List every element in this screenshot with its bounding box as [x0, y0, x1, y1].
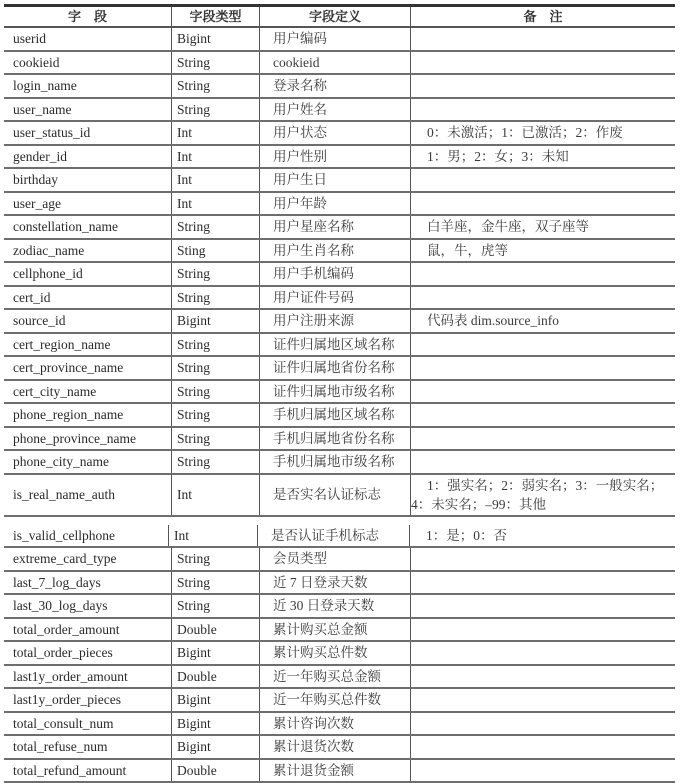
- table-body: [4, 28, 675, 783]
- cell-definition: 手机归属地市级名称: [259, 451, 410, 473]
- table-row: [4, 240, 675, 264]
- cell-type: Int: [171, 169, 259, 191]
- cell-definition: 用户生肖名称: [259, 240, 410, 262]
- cell-field: cellphone_id: [4, 263, 171, 285]
- cell-definition: 近一年购买总金额: [259, 666, 410, 688]
- table-row: [4, 689, 675, 713]
- cell-note: [410, 99, 675, 121]
- cell-field: cert_region_name: [4, 334, 171, 356]
- table-row: [4, 642, 675, 666]
- cell-type: String: [171, 451, 259, 473]
- cell-field: total_order_amount: [4, 619, 171, 641]
- cell-note: [410, 572, 675, 594]
- table-row: [4, 287, 675, 311]
- cell-definition: 是否认证手机标志: [257, 525, 409, 547]
- table-row: [4, 193, 675, 217]
- cell-type: Bigint: [171, 310, 259, 332]
- cell-definition: 累计退货次数: [259, 736, 410, 758]
- table-row: [4, 451, 675, 475]
- cell-type: Double: [171, 666, 259, 688]
- cell-definition: 累计咨询次数: [259, 713, 410, 735]
- cell-definition: 用户证件号码: [259, 287, 410, 309]
- cell-note: [410, 619, 675, 641]
- cell-field: last1y_order_pieces: [4, 689, 171, 711]
- cell-definition: 用户年龄: [259, 193, 410, 215]
- header-definition: 字段定义: [259, 7, 410, 26]
- table-row: [4, 169, 675, 193]
- cell-note: [410, 595, 675, 617]
- cell-definition: 用户注册来源: [259, 310, 410, 332]
- cell-note: [410, 52, 675, 74]
- header-type: 字段类型: [171, 7, 259, 26]
- cell-definition: 会员类型: [259, 548, 410, 570]
- cell-note: [410, 193, 675, 215]
- cell-field: total_refund_amount: [4, 760, 171, 782]
- cell-type: String: [171, 357, 259, 379]
- cell-field: cookieid: [4, 52, 171, 74]
- cell-note: [410, 334, 675, 356]
- table-gap: [4, 517, 675, 525]
- cell-definition: 登录名称: [259, 75, 410, 97]
- table-row: [4, 52, 675, 76]
- cell-field: total_order_pieces: [4, 642, 171, 664]
- table-row: [4, 28, 675, 52]
- cell-definition: 用户状态: [259, 122, 410, 144]
- cell-definition: 手机归属地省份名称: [259, 428, 410, 450]
- table-row: [4, 216, 675, 240]
- cell-note: 1：是；0：否: [409, 525, 675, 547]
- cell-definition: 用户生日: [259, 169, 410, 191]
- cell-field: gender_id: [4, 146, 171, 168]
- table-row: [4, 334, 675, 358]
- cell-definition: 证件归属地区域名称: [259, 334, 410, 356]
- cell-note: 1：强实名；2：弱实名；3：一般实名；4：未实名；–99：其他: [410, 475, 675, 515]
- table-row: [4, 310, 675, 334]
- table-row: [4, 428, 675, 452]
- cell-note: [410, 451, 675, 473]
- cell-definition: 近 7 日登录天数: [259, 572, 410, 594]
- cell-note: [410, 263, 675, 285]
- cell-definition: 累计购买总件数: [259, 642, 410, 664]
- table-row: [4, 99, 675, 123]
- table-row: [4, 619, 675, 643]
- cell-type: String: [171, 548, 259, 570]
- cell-note: [410, 169, 675, 191]
- cell-definition: cookieid: [259, 52, 410, 74]
- cell-note: [410, 713, 675, 735]
- cell-field: source_id: [4, 310, 171, 332]
- cell-note: [410, 428, 675, 450]
- cell-field: phone_province_name: [4, 428, 171, 450]
- cell-type: Bigint: [171, 28, 259, 50]
- cell-note: [410, 287, 675, 309]
- cell-type: String: [171, 404, 259, 426]
- cell-field: extreme_card_type: [4, 548, 171, 570]
- header-field: 字 段: [4, 7, 171, 26]
- cell-type: Int: [171, 475, 259, 515]
- cell-note: [410, 404, 675, 426]
- cell-type: Double: [171, 619, 259, 641]
- cell-type: Double: [171, 760, 259, 782]
- table-header-row: [4, 4, 675, 28]
- cell-definition: 证件归属地省份名称: [259, 357, 410, 379]
- cell-type: Int: [171, 193, 259, 215]
- cell-definition: 近 30 日登录天数: [259, 595, 410, 617]
- cell-definition: 是否实名认证标志: [259, 475, 410, 515]
- table-row: [4, 146, 675, 170]
- table-row: [4, 122, 675, 146]
- cell-field: login_name: [4, 75, 171, 97]
- cell-type: Int: [168, 525, 257, 547]
- cell-field: last1y_order_amount: [4, 666, 171, 688]
- cell-type: Int: [171, 122, 259, 144]
- table-row: [4, 381, 675, 405]
- cell-field: zodiac_name: [4, 240, 171, 262]
- cell-definition: 累计退货金额: [259, 760, 410, 782]
- cell-field: total_refuse_num: [4, 736, 171, 758]
- table-row: [4, 572, 675, 596]
- cell-field: user_name: [4, 99, 171, 121]
- cell-field: last_30_log_days: [4, 595, 171, 617]
- cell-definition: 用户星座名称: [259, 216, 410, 238]
- cell-definition: 近一年购买总件数: [259, 689, 410, 711]
- cell-definition: 手机归属地区域名称: [259, 404, 410, 426]
- table-row: [4, 548, 675, 572]
- table-row: [4, 760, 675, 783]
- cell-type: Bigint: [171, 689, 259, 711]
- cell-note: [410, 666, 675, 688]
- cell-type: Bigint: [171, 713, 259, 735]
- cell-definition: 累计购买总金额: [259, 619, 410, 641]
- cell-field: cert_id: [4, 287, 171, 309]
- cell-note: 0：未激活；1：已激活；2：作废: [410, 122, 675, 144]
- cell-field: birthday: [4, 169, 171, 191]
- cell-type: String: [171, 263, 259, 285]
- cell-definition: 用户手机编码: [259, 263, 410, 285]
- cell-definition: 用户编码: [259, 28, 410, 50]
- field-definition-table: [4, 4, 675, 783]
- cell-note: [410, 75, 675, 97]
- cell-note: [410, 760, 675, 782]
- table-row: [4, 475, 675, 517]
- cell-type: Sting: [171, 240, 259, 262]
- table-row: [4, 595, 675, 619]
- cell-field: phone_region_name: [4, 404, 171, 426]
- cell-field: user_status_id: [4, 122, 171, 144]
- cell-note: 鼠，牛，虎等: [410, 240, 675, 262]
- cell-type: String: [171, 99, 259, 121]
- cell-note: 1：男；2：女；3：未知: [410, 146, 675, 168]
- cell-field: cert_province_name: [4, 357, 171, 379]
- cell-note: [410, 28, 675, 50]
- table-row: [4, 666, 675, 690]
- table-row: [4, 75, 675, 99]
- cell-type: String: [171, 572, 259, 594]
- cell-note: 代码表 dim.source_info: [410, 310, 675, 332]
- cell-definition: 用户姓名: [259, 99, 410, 121]
- table-row: [4, 263, 675, 287]
- cell-note: [410, 642, 675, 664]
- cell-note: [410, 381, 675, 403]
- cell-field: constellation_name: [4, 216, 171, 238]
- cell-definition: 证件归属地市级名称: [259, 381, 410, 403]
- table-row: [4, 404, 675, 428]
- cell-definition: 用户性别: [259, 146, 410, 168]
- cell-type: Int: [171, 146, 259, 168]
- cell-type: String: [171, 75, 259, 97]
- cell-note: [410, 357, 675, 379]
- table-row: [4, 736, 675, 760]
- cell-field: cert_city_name: [4, 381, 171, 403]
- table-row: [4, 357, 675, 381]
- cell-type: String: [171, 287, 259, 309]
- table-row: [4, 713, 675, 737]
- cell-note: [410, 689, 675, 711]
- cell-note: [410, 548, 675, 570]
- cell-type: Bigint: [171, 736, 259, 758]
- cell-field: last_7_log_days: [4, 572, 171, 594]
- cell-type: Bigint: [171, 642, 259, 664]
- cell-type: String: [171, 381, 259, 403]
- cell-field: is_valid_cellphone: [4, 525, 168, 547]
- cell-field: user_age: [4, 193, 171, 215]
- cell-field: userid: [4, 28, 171, 50]
- cell-note: 白羊座，金牛座，双子座等: [410, 216, 675, 238]
- cell-type: String: [171, 334, 259, 356]
- header-note: 备 注: [410, 7, 675, 26]
- cell-type: String: [171, 595, 259, 617]
- cell-note: [410, 736, 675, 758]
- cell-type: String: [171, 216, 259, 238]
- cell-field: phone_city_name: [4, 451, 171, 473]
- cell-field: is_real_name_auth: [4, 475, 171, 515]
- cell-type: String: [171, 52, 259, 74]
- cell-type: String: [171, 428, 259, 450]
- table-row: [4, 525, 675, 549]
- cell-field: total_consult_num: [4, 713, 171, 735]
